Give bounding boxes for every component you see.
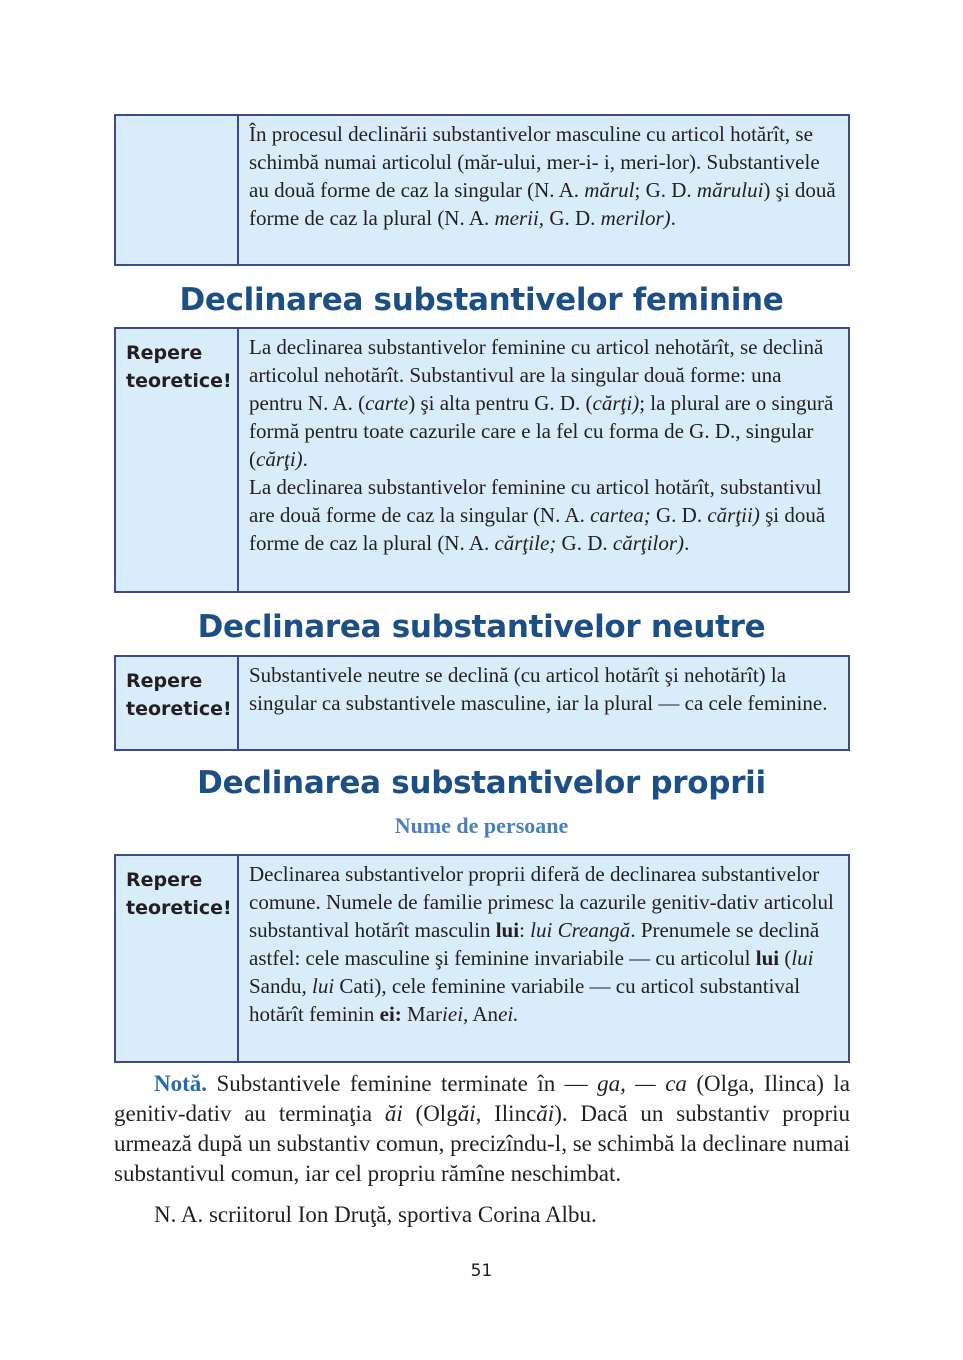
- italic-run: ăi: [536, 1101, 555, 1126]
- italic-run: merilor): [600, 206, 671, 230]
- proper-rules-text: [249, 860, 838, 1028]
- bold-run: lui: [755, 946, 780, 970]
- italic-run: iei,: [442, 1002, 469, 1026]
- subheading-person-names: Nume de persoane: [394, 813, 569, 838]
- text-run: În procesul declinării substantivelor masculine cu articol hotărît, se schimbă numai articolul (măr-ului, mer-i- i, meri-lor). Substantivele au două forme de caz la singular (N. A.: [249, 122, 820, 202]
- text-run: (: [779, 946, 792, 970]
- text-run: ; G. D.: [634, 178, 697, 202]
- masculine-rules-text: [249, 120, 838, 232]
- text-run: ). Dacă un substantiv propriu urmează după un substantiv comun, precizîndu-l, se schimbă la declinare numai substantivul comun, iar cel propriu rămîne neschimbat.: [114, 1101, 850, 1186]
- text-run: .: [684, 531, 690, 555]
- italic-run: cărţi): [256, 447, 303, 471]
- italic-run: mărului: [696, 178, 764, 202]
- text-run: Declinarea substantivelor proprii diferă de declinarea substantivelor comune. Numele de familie primesc la cazurile genitiv-dativ articolul substantival hotărît masculin: [249, 862, 834, 942]
- text-run: . Prenumele se declină astfel: cele masculine şi feminine invariabile — cu articolul: [249, 918, 820, 970]
- feminine-definite-text: [249, 473, 838, 557]
- page-number: 51: [470, 1261, 493, 1281]
- text-run: ) şi două forme de caz la plural (N. A.: [249, 178, 836, 230]
- text-run: La declinarea substantivelor feminine cu articol nehotărît, se declină articolul nehotărît. Substantivul are la singular două forme: una pentru N. A. (: [249, 335, 824, 415]
- text-run: Substantivele feminine terminate în —: [207, 1071, 598, 1096]
- bold-run: ei:: [379, 1002, 402, 1026]
- label-line: Repere: [126, 342, 203, 364]
- italic-run: ei.: [498, 1002, 519, 1026]
- text-run: Mar: [401, 1002, 443, 1026]
- italic-run: cărţi): [592, 391, 640, 415]
- box-label: [116, 329, 239, 591]
- text-run: La declinarea substantivelor feminine cu articol hotărît, substantivul are două forme de caz la singular (N. A.: [249, 475, 822, 527]
- box-label: [116, 116, 239, 264]
- neuter-rules-text: Substantivele neutre se declină (cu articol hotărît şi nehotărît) la singular ca substantivele masculine, iar la plural — ca cele feminine.: [249, 663, 828, 715]
- italic-run: carte: [365, 391, 409, 415]
- box-label: [116, 856, 239, 1061]
- feminine-indefinite-text: [249, 333, 838, 473]
- label-line: Repere: [126, 670, 203, 692]
- text-run: G. D.: [544, 206, 601, 230]
- text-run: G. D.: [650, 503, 708, 527]
- italic-run: cărţilor): [612, 531, 685, 555]
- text-run: .: [302, 447, 308, 471]
- text-run: Cati), cele feminine variabile — cu articol substantival hotărît feminin: [249, 974, 801, 1026]
- note-paragraph: [114, 1069, 850, 1189]
- heading-proper: Declinarea substantivelor proprii: [197, 765, 766, 801]
- text-run: (Olg: [402, 1101, 458, 1126]
- proper-rules-box: [114, 854, 850, 1063]
- italic-run: cărţile;: [494, 531, 557, 555]
- text-run: ) şi alta pentru G. D. (: [408, 391, 593, 415]
- text-run: G. D.: [556, 531, 613, 555]
- box-label: [116, 657, 239, 749]
- masculine-rules-box: [114, 114, 850, 266]
- bold-run: lui: [495, 918, 520, 942]
- text-run: ; la plural are o singură formă pentru toate cazurile care e la fel cu forma de G. D., singular (: [249, 391, 834, 471]
- italic-run: lui Creangă: [530, 918, 631, 942]
- italic-run: cartea;: [590, 503, 651, 527]
- label-line: teoretice!: [126, 897, 232, 919]
- label-line: Repere: [126, 869, 203, 891]
- box-content: [239, 329, 848, 591]
- text-run: Sandu: [249, 974, 302, 998]
- italic-run: ăi: [457, 1101, 476, 1126]
- italic-run: merii,: [494, 206, 545, 230]
- text-run: (Olga, Ilinca) la genitiv-dativ au terminaţia: [114, 1071, 850, 1126]
- label-line: teoretice!: [126, 698, 232, 720]
- italic-run: cărţii): [707, 503, 760, 527]
- box-content: [239, 116, 848, 264]
- text-run: .: [670, 206, 676, 230]
- italic-run: ăi: [384, 1101, 403, 1126]
- text-run: , Ilinc: [475, 1101, 537, 1126]
- example-line: N. A. scriitorul Ion Druţă, sportiva Corina Albu.: [154, 1202, 597, 1227]
- heading-feminine: Declinarea substantivelor feminine: [179, 282, 784, 318]
- text-run: şi două forme de caz la plural (N. A.: [249, 503, 826, 555]
- box-content: [239, 657, 848, 749]
- italic-run: lui: [791, 946, 814, 970]
- note-label: Notă.: [154, 1071, 208, 1096]
- italic-run: ga, — ca: [597, 1071, 687, 1096]
- label-line: teoretice!: [126, 370, 232, 392]
- heading-neuter: Declinarea substantivelor neutre: [197, 609, 766, 645]
- text-run: :: [519, 918, 531, 942]
- text-run: An: [468, 1002, 499, 1026]
- feminine-rules-box: [114, 327, 850, 593]
- neuter-rules-box: [114, 655, 850, 751]
- italic-run: mărul: [584, 178, 635, 202]
- box-content: [239, 856, 848, 1061]
- italic-run: , lui: [301, 974, 335, 998]
